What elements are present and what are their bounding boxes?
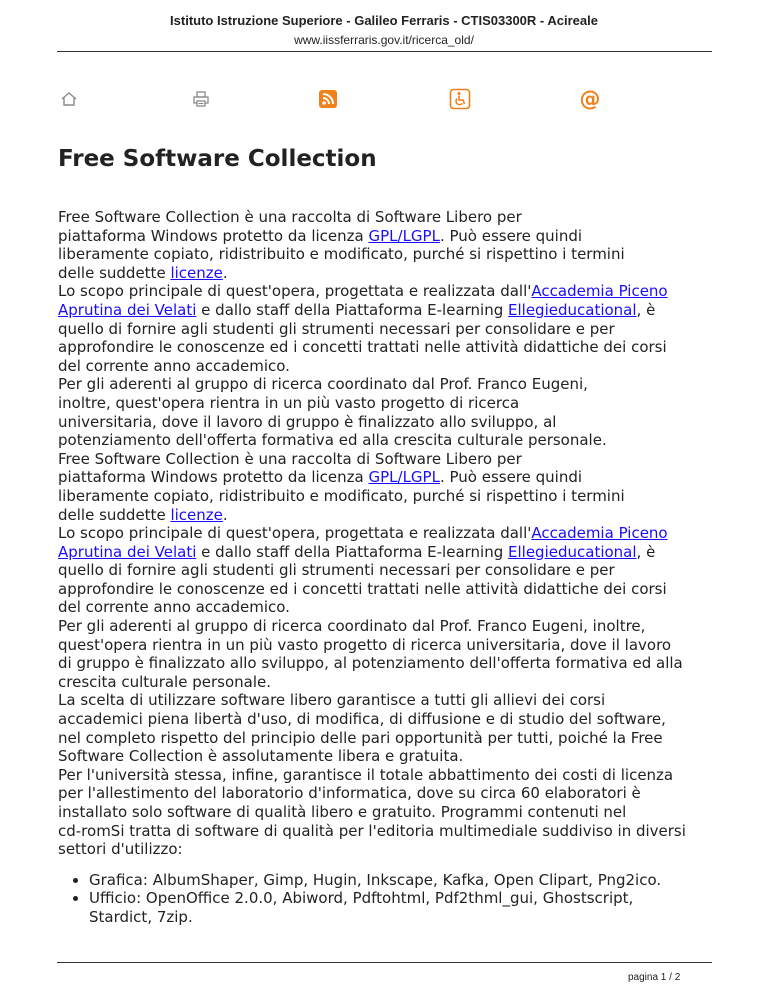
paragraph-free-software: La scelta di utilizzare software libero garantisce a tutti gli allievi dei corsi accademici piena libertà d'uso, di modifica, di diffusione e di studio del software, nel completo rispetto del principio delle pari opportunità per tutti, poiché la Free Software Collection è assolutamente libera e gratuita.: [58, 691, 666, 766]
software-list: [58, 871, 718, 927]
home-icon[interactable]: [58, 88, 80, 110]
toolbar-icons: [0, 88, 768, 112]
site-title: Istituto Istruzione Superiore - Galileo Ferraris - CTIS03300R - Acireale: [170, 13, 598, 28]
header-divider: [57, 51, 712, 52]
paragraph-intro-repeat: Free Software Collection è una raccolta di Software Libero per piattaforma Windows protetto da licenza GPL/LGPL. Può essere quindi liberamente copiato, ridistribuito e modificato, purché si rispettino i termini delle suddette licenze.: [58, 449, 625, 524]
rss-icon[interactable]: [317, 88, 339, 110]
paragraph-purpose: Lo scopo principale di quest'opera, progettata e realizzata dall'Accademia Piceno Aprutina dei Velati e dallo staff della Piattaforma E-learning Ellegieducational, è quello di fornire agli studenti gli strumenti necessari per consolidare e per approfondire le conoscenze ed i concetti trattati nelle attività didattiche dei corsi del corrente anno accademico.: [58, 282, 668, 375]
gpl-lgpl-link[interactable]: GPL/LGPL: [368, 468, 440, 487]
page-number: pagina 1 / 2: [628, 972, 681, 983]
gpl-lgpl-link[interactable]: GPL/LGPL: [368, 226, 440, 245]
ellegieducational-link[interactable]: Ellegieducational: [508, 542, 637, 561]
licenze-link[interactable]: licenze: [170, 263, 223, 282]
list-item: • Ufficio: OpenOffice 2.0.0, Abiword, Pdftohtml, Pdf2thml_gui, Ghostscript, Stardict, 7zip.: [89, 889, 718, 926]
accademia-link[interactable]: Accademia Piceno Aprutina dei Velati: [58, 282, 668, 319]
ellegieducational-link[interactable]: Ellegieducational: [508, 300, 637, 319]
email-icon[interactable]: @: [579, 87, 601, 111]
paragraph-intro: Free Software Collection è una raccolta di Software Libero per piattaforma Windows protetto da licenza GPL/LGPL. Può essere quindi liberamente copiato, ridistribuito e modificato, purché si rispettino i termini delle suddette licenze.: [58, 208, 625, 282]
article-body: [58, 208, 718, 927]
list-item: • Grafica: AlbumShaper, Gimp, Hugin, Inkscape, Kafka, Open Clipart, Png2ico.: [89, 871, 718, 890]
print-icon[interactable]: [190, 88, 212, 110]
licenze-link[interactable]: licenze: [170, 505, 223, 524]
paragraph-research: Per gli aderenti al gruppo di ricerca coordinato dal Prof. Franco Eugeni, inoltre, quest'opera rientra in un più vasto progetto di ricerca universitaria, dove il lavoro di gruppo è finalizzato allo sviluppo, al potenziamento dell'offerta formativa ed alla crescita culturale personale.: [58, 375, 607, 450]
accademia-link[interactable]: Accademia Piceno Aprutina dei Velati: [58, 524, 668, 561]
paragraph-purpose-repeat: Lo scopo principale di quest'opera, progettata e realizzata dall'Accademia Piceno Aprutina dei Velati e dallo staff della Piattaforma E-learning Ellegieducational, è quello di fornire agli studenti gli strumenti necessari per consolidare e per approfondire le conoscenze ed i concetti trattati nelle attività didattiche dei corsi del corrente anno accademico.: [58, 524, 668, 617]
footer-divider: [57, 962, 712, 963]
accessibility-icon[interactable]: [449, 88, 471, 110]
page-title: Free Software Collection: [58, 146, 377, 172]
paragraph-university: Per l'università stessa, infine, garantisce il totale abbattimento dei costi di licenza per l'allestimento del laboratorio d'informatica, dove su circa 60 elaboratori è installato solo software di qualità libero e gratuito. Programmi contenuti nel cd-romSi tratta di software di qualità per l'editoria multimediale suddiviso in diversi settori d'utilizzo:: [58, 765, 686, 859]
paragraph-research-repeat: Per gli aderenti al gruppo di ricerca coordinato dal Prof. Franco Eugeni, inoltre, quest'opera rientra in un più vasto progetto di ricerca universitaria, dove il lavoro di gruppo è finalizzato allo sviluppo, al potenziamento dell'offerta formativa ed alla crescita culturale personale.: [58, 617, 683, 691]
site-url: www.iissferraris.gov.it/ricerca_old/: [294, 33, 474, 47]
